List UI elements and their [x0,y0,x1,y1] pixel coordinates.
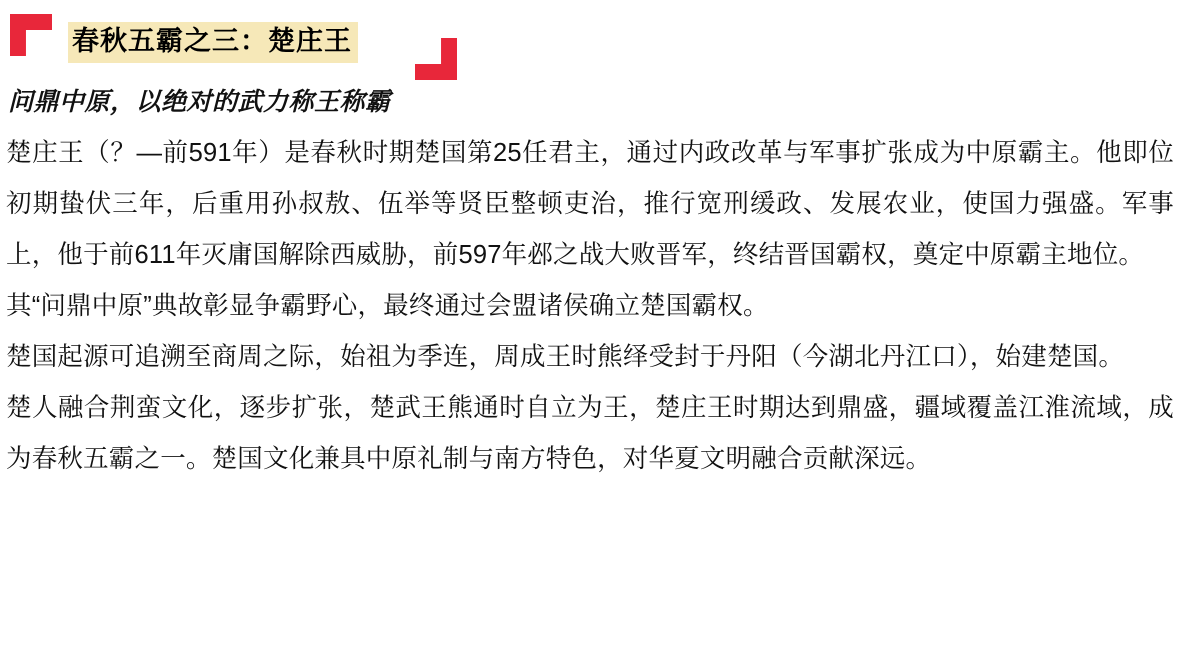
corner-bracket-top-left-icon [10,14,52,56]
paragraph-3: 楚国起源可追溯至商周之际，始祖为季连，周成王时熊绎受封于丹阳（今湖北丹江口），始建楚国。 [6,343,1125,371]
page-title: 春秋五霸之三：楚庄王 [68,22,358,63]
title-block [0,0,1182,76]
paragraph-2: 其“问鼎中原”典故彰显争霸野心，最终通过会盟诸侯确立楚国霸权。 [6,292,769,320]
body-content [6,128,1174,485]
page-subtitle: 问鼎中原，以绝对的武力称王称霸 [8,88,391,116]
paragraph-1: 楚庄王（？—前591年）是春秋时期楚国第25任君主，通过内政改革与军事扩张成为中原霸主。他即位初期蛰伏三年，后重用孙叔敖、伍举等贤臣整顿吏治，推行宽刑缓政、发展农业，使国力强盛。军事上，他于前611年灭庸国解除西威胁，前597年邲之战大败晋军，终结晋国霸权，奠定中原霸主地位。 [6,139,1174,269]
corner-bracket-bottom-right-icon [415,38,457,80]
paragraph-4: 楚人融合荆蛮文化，逐步扩张，楚武王熊通时自立为王，楚庄王时期达到鼎盛，疆域覆盖江淮流域，成为春秋五霸之一。楚国文化兼具中原礼制与南方特色，对华夏文明融合贡献深远。 [6,394,1174,473]
